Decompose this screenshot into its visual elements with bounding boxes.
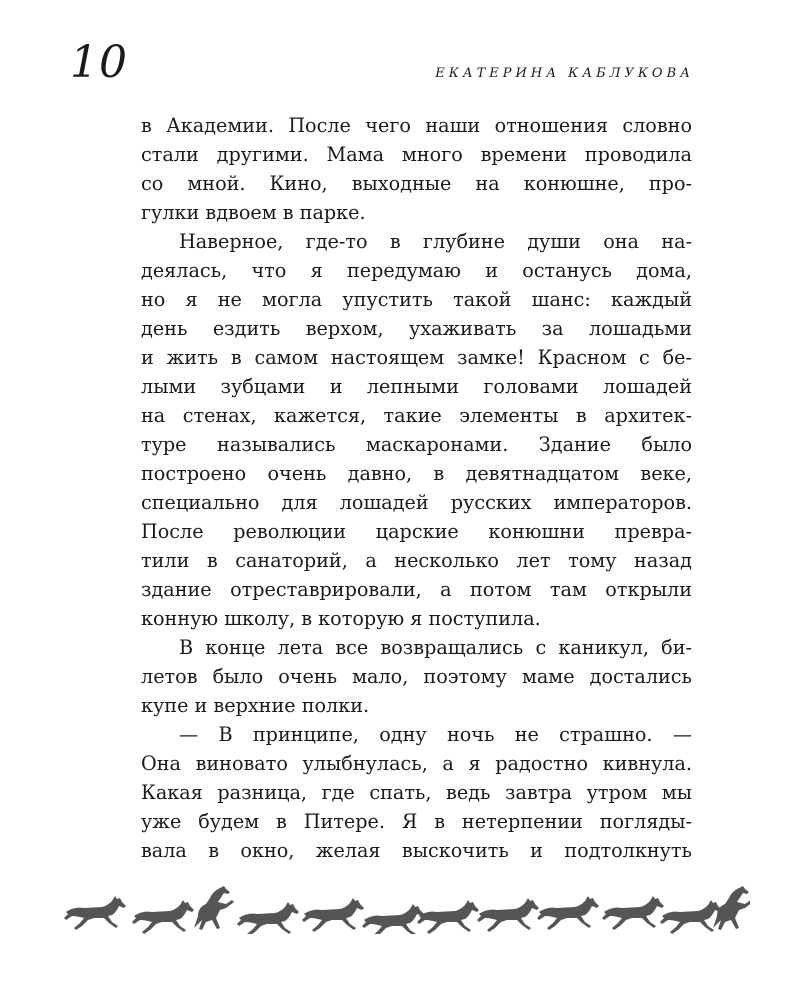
text-line: — В принципе, одну ночь не страшно. — [179,723,692,746]
text-line: Наверное, где-то в глубине души она на- [179,230,692,253]
text-line: После революции царские конюшни превра- [141,520,692,543]
text-line: уже будем в Питере. Я в нетерпении погляды- [141,810,692,833]
galloping-horses-frieze-icon [60,884,750,934]
horse-icon [477,898,539,932]
horse-icon [194,886,234,930]
text-line: конную школу, в которую я поступила. [141,607,541,630]
body-text [141,111,692,865]
horse-icon [417,900,479,934]
text-line: купе и верхние полки. [141,694,370,717]
text-line: туре назывались маскаронами. Здание было [141,433,692,456]
text-line: гулки вдвоем в парке. [141,201,366,224]
horse-icon [302,898,364,932]
horse-icon [602,896,664,930]
text-line: деялась, что я передумаю и останусь дома, [141,259,692,282]
text-line: В конце лета все возвращались с каникул, би- [179,636,692,659]
text-line: на стенах, кажется, такие элементы в архитек- [141,404,692,427]
text-line: Какая разница, где спать, ведь завтра утром мы [141,781,692,804]
text-line: стали другими. Мама много времени проводила [141,143,692,166]
text-line: здание отреставрировали, а потом там открыли [141,578,692,601]
horse-icon [237,902,299,934]
text-line: лыми зубцами и лепными головами лошадей [141,375,692,398]
text-line: день ездить верхом, ухаживать за лошадьми [141,317,692,340]
text-line: вала в окно, желая выскочить и подтолкнуть [141,839,692,862]
running-title: ЕКАТЕРИНА КАБЛУКОВА [435,66,694,81]
text-line: летов было очень мало, поэтому маме достались [141,665,692,688]
text-line: построено очень давно, в девятнадцатом веке, [141,462,692,485]
text-line: специально для лошадей русских императоров. [141,491,692,514]
text-line: в Академии. После чего наши отношения словно [141,114,692,137]
horse-icon [132,900,194,934]
horse-icon [362,904,424,934]
text-line: Она виновато улыбнулась, а я радостно кивнула. [141,752,692,775]
page-number: 10 [70,37,128,88]
horse-icon [537,896,599,930]
text-line: со мной. Кино, выходные на конюшне, про- [141,172,692,195]
text-line: тили в санаторий, а несколько лет тому назад [141,549,692,572]
text-line: и жить в самом настоящем замке! Красном с бе- [141,346,692,369]
horse-icon [64,896,126,930]
horse-icon [660,900,722,934]
text-line: но я не могла упустить такой шанс: каждый [141,288,692,311]
